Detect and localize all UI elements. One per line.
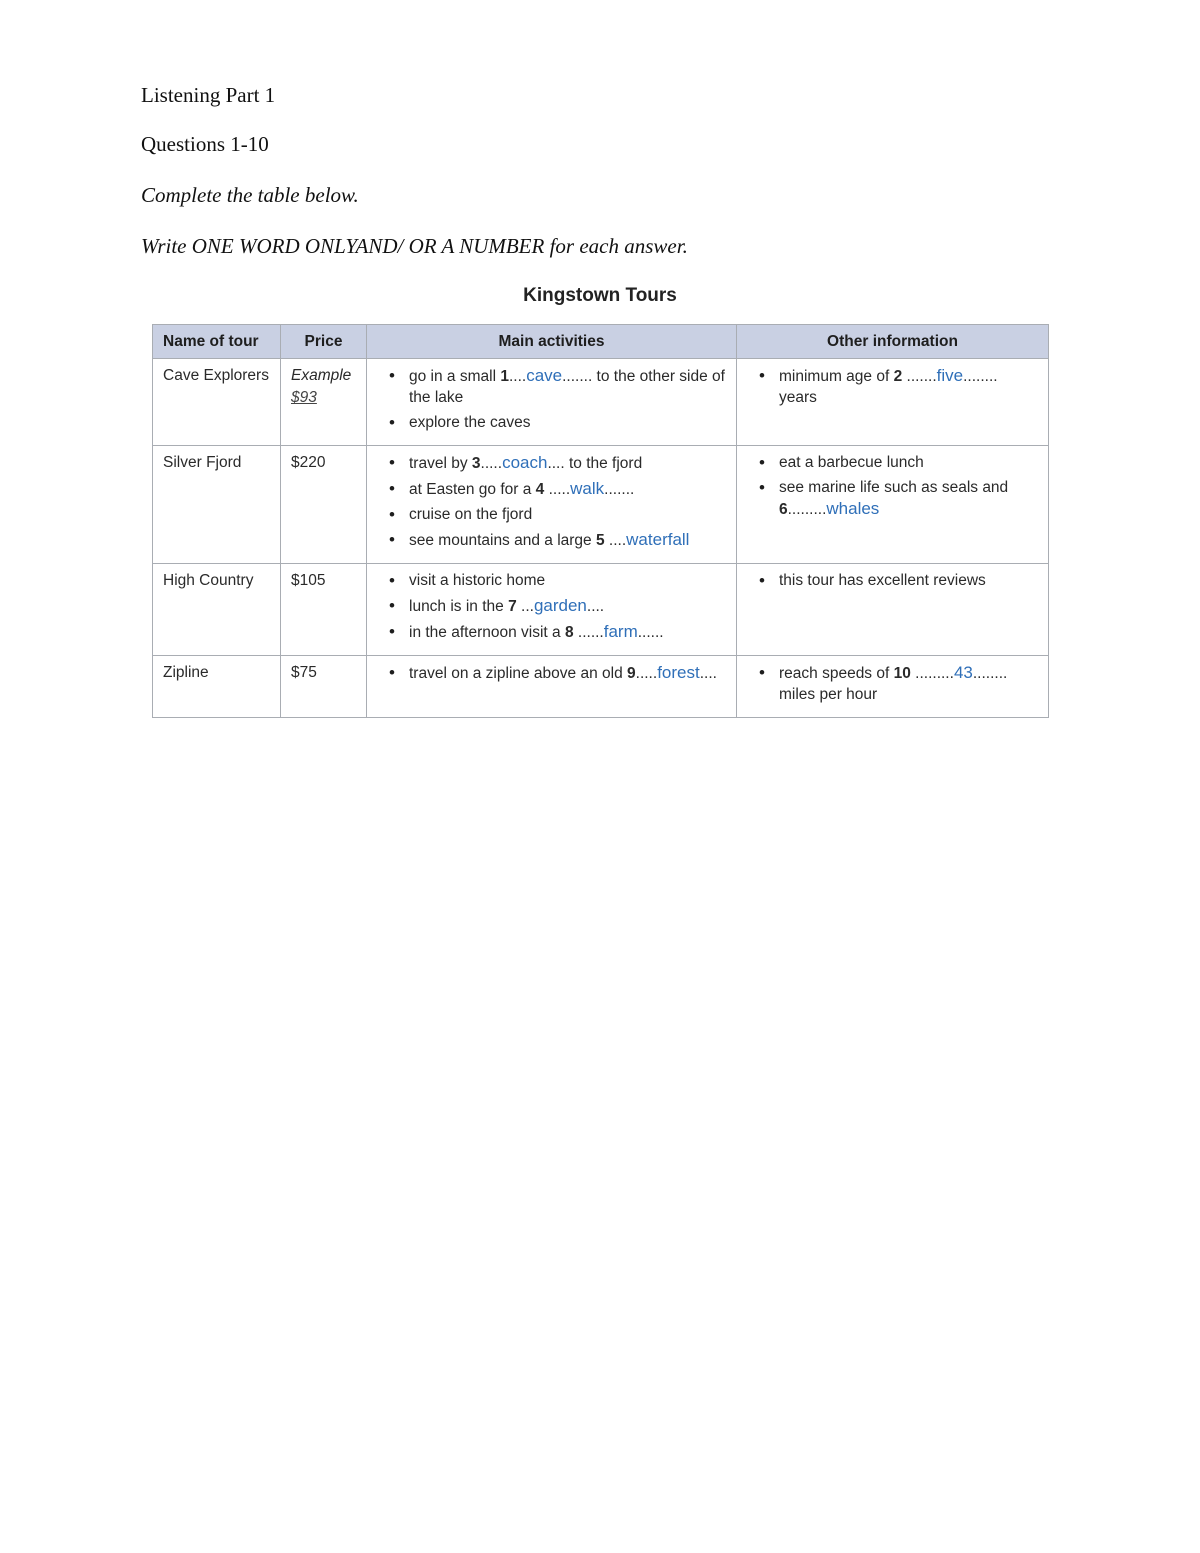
- tour-activities: [367, 359, 737, 446]
- table-row: [153, 359, 1049, 446]
- table-row: [153, 656, 1049, 718]
- tour-price: [281, 359, 367, 446]
- table-title: Kingstown Tours: [523, 285, 677, 306]
- price-value: $93: [291, 389, 317, 406]
- answer-4[interactable]: walk: [570, 479, 605, 498]
- tour-activities: [367, 564, 737, 656]
- question-number: 6: [779, 501, 788, 518]
- column-header-other: Other information: [737, 325, 1049, 359]
- list-item: • lunch is in the 7 ...garden....: [377, 595, 726, 617]
- question-number: 8: [564, 624, 574, 641]
- list-item: • minimum age of 2 .......five........ years: [747, 365, 1038, 408]
- answer-5[interactable]: waterfall: [626, 530, 690, 549]
- questions-range: Questions 1-10: [141, 132, 269, 156]
- tour-activities: [367, 446, 737, 564]
- list-item: • eat a barbecue lunch: [747, 452, 1038, 473]
- section-title: Listening Part 1: [141, 83, 276, 107]
- instruction-word-limit: Write ONE WORD ONLYAND/ OR A NUMBER for each answer.: [141, 234, 688, 258]
- question-number: 9: [627, 665, 636, 682]
- tour-other-info: [737, 446, 1049, 564]
- answer-3[interactable]: coach: [502, 453, 548, 472]
- column-header-name: Name of tour: [153, 325, 281, 359]
- answer-1[interactable]: cave: [526, 366, 563, 385]
- list-item: • visit a historic home: [377, 570, 726, 591]
- answer-8[interactable]: farm: [603, 622, 638, 641]
- tour-name: Zipline: [153, 656, 281, 718]
- list-item: • reach speeds of 10 .........43........ miles per hour: [747, 662, 1038, 705]
- question-number: 1: [500, 368, 509, 385]
- question-number: 4: [535, 481, 545, 498]
- question-number: 2: [893, 368, 903, 385]
- list-item: • see marine life such as seals and 6.........whales: [747, 477, 1038, 520]
- column-header-activities: Main activities: [367, 325, 737, 359]
- tour-activities: [367, 656, 737, 718]
- answer-7[interactable]: garden: [533, 596, 587, 615]
- tours-table: [152, 324, 1049, 718]
- answer-6[interactable]: whales: [826, 499, 880, 518]
- question-number: 7: [508, 598, 517, 615]
- instruction-complete: Complete the table below.: [141, 183, 359, 207]
- question-number: 10: [893, 665, 911, 682]
- question-number: 3: [471, 455, 481, 472]
- list-item: • in the afternoon visit a 8 ......farm......: [377, 621, 726, 643]
- question-number: 5: [595, 532, 605, 549]
- column-header-price: Price: [281, 325, 367, 359]
- tour-price: $75: [281, 656, 367, 718]
- tour-other-info: [737, 656, 1049, 718]
- answer-2[interactable]: five: [936, 366, 964, 385]
- answer-9[interactable]: forest: [657, 663, 700, 682]
- table-row: [153, 564, 1049, 656]
- list-item: • see mountains and a large 5 ....waterfall: [377, 529, 726, 551]
- list-item: • travel on a zipline above an old 9.....forest....: [377, 662, 726, 684]
- tour-name: High Country: [153, 564, 281, 656]
- list-item: • explore the caves: [377, 412, 726, 433]
- tour-other-info: [737, 359, 1049, 446]
- list-item: • go in a small 1....cave....... to the other side of the lake: [377, 365, 726, 408]
- tour-name: Silver Fjord: [153, 446, 281, 564]
- list-item: • this tour has excellent reviews: [747, 570, 1038, 591]
- answer-10[interactable]: 43: [953, 663, 973, 682]
- tour-price: $220: [281, 446, 367, 564]
- price-example-label: Example: [291, 367, 352, 384]
- tour-price: $105: [281, 564, 367, 656]
- list-item: • cruise on the fjord: [377, 504, 726, 525]
- list-item: • travel by 3.....coach.... to the fjord: [377, 452, 726, 474]
- tour-other-info: [737, 564, 1049, 656]
- tour-name: Cave Explorers: [153, 359, 281, 446]
- table-row: [153, 446, 1049, 564]
- table-header-row: [153, 325, 1049, 359]
- list-item: • at Easten go for a 4 .....walk.......: [377, 478, 726, 500]
